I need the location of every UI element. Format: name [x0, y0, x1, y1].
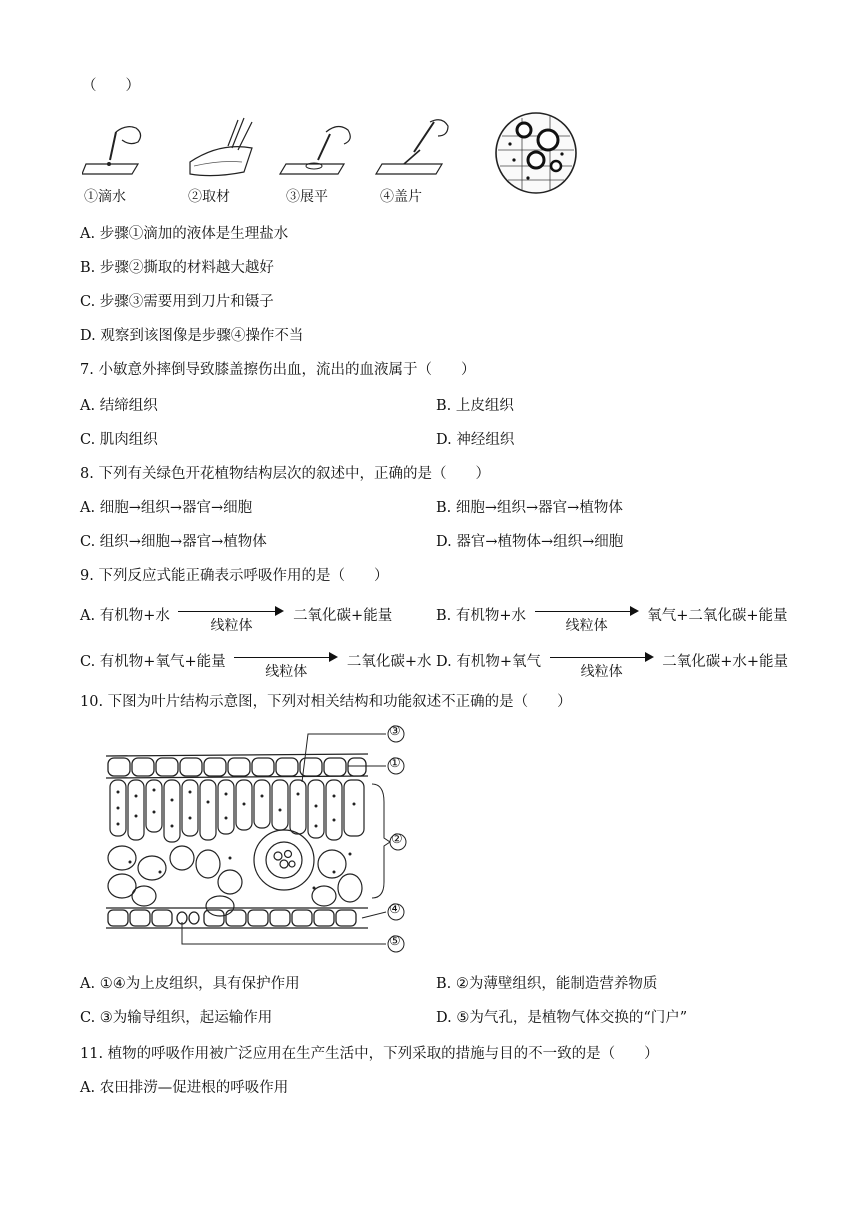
step2-label: ②取材 [188, 189, 230, 205]
diagram-label-3: ③ [389, 724, 401, 739]
q11-stem: 11. 植物的呼吸作用被广泛应用在生产生活中，下列采取的措施与目的不一致的是（ ） [80, 1046, 659, 1062]
step1-dropper-icon [82, 127, 141, 174]
q6-option-d: D. 观察到该图像是步骤④操作不当 [80, 328, 304, 344]
upper-epidermis [106, 754, 368, 778]
spongy-tissue [108, 846, 362, 916]
q7-option-a: A. 结缔组织 [80, 398, 158, 414]
reaction-arrow-icon [535, 611, 639, 634]
q7-option-d: D. 神经组织 [436, 432, 515, 448]
q9-c-condition: 线粒体 [265, 664, 308, 680]
q8-option-b: B. 细胞→组织→器官→植物体 [436, 500, 623, 516]
q7-option-c: C. 肌肉组织 [80, 432, 158, 448]
lower-epidermis [106, 908, 368, 928]
q9-option-c [80, 650, 432, 680]
q10-option-d: D. ⑤为气孔，是植物气体交换的“门户” [436, 1010, 688, 1026]
diagram-label-4: ④ [389, 902, 401, 917]
q7-option-b: B. 上皮组织 [436, 398, 514, 414]
q6-option-c: C. 步骤③需要用到刀片和镊子 [80, 294, 274, 310]
q6-option-b: B. 步骤②撕取的材料越大越好 [80, 260, 274, 276]
step3-spread-icon [280, 126, 350, 174]
q9-a-products: 二氧化碳+能量 [293, 608, 393, 624]
reaction-arrow-icon [550, 657, 654, 680]
q9-d-condition: 线粒体 [580, 664, 623, 680]
q9-b-reactants: B. 有机物+水 [436, 608, 527, 624]
q9-stem: 9. 下列反应式能正确表示呼吸作用的是（ ） [80, 568, 389, 584]
diagram-label-2: ② [391, 832, 403, 847]
q8-option-a: A. 细胞→组织→器官→细胞 [80, 500, 253, 516]
microscope-field-image [492, 110, 580, 196]
q9-d-reactants: D. 有机物+氧气 [436, 654, 541, 670]
q9-d-products: 二氧化碳+水+能量 [662, 654, 789, 670]
q9-a-condition: 线粒体 [210, 618, 253, 634]
q9-b-condition: 线粒体 [565, 618, 608, 634]
step3-label: ③展平 [286, 189, 328, 205]
leaf-structure-diagram [100, 722, 420, 954]
q9-b-products: 氧气+二氧化碳+能量 [647, 608, 788, 624]
vein-bundle [254, 830, 314, 890]
diagram-label-5: ⑤ [389, 934, 401, 949]
reaction-arrow-icon [178, 611, 284, 634]
answer-blank: （ ） [82, 78, 140, 94]
q6-option-a: A. 步骤①滴加的液体是生理盐水 [80, 226, 289, 242]
q10-option-c: C. ③为输导组织，起运输作用 [80, 1010, 273, 1026]
q9-option-a [80, 604, 393, 634]
q10-stem: 10. 下图为叶片结构示意图，下列对相关结构和功能叙述不正确的是（ ） [80, 694, 572, 710]
palisade-tissue [110, 780, 364, 842]
q7-stem: 7. 小敏意外摔倒导致膝盖擦伤出血，流出的血液属于（ ） [80, 362, 476, 378]
step1-label: ①滴水 [84, 189, 126, 205]
q8-option-c: C. 组织→细胞→器官→植物体 [80, 534, 267, 550]
q9-c-products: 二氧化碳+水 [346, 654, 432, 670]
reaction-arrow-icon [234, 657, 338, 680]
q8-stem: 8. 下列有关绿色开花植物结构层次的叙述中，正确的是（ ） [80, 466, 490, 482]
q10-option-b: B. ②为薄壁组织，能制造营养物质 [436, 976, 658, 992]
q9-c-reactants: C. 有机物+氧气+能量 [80, 654, 226, 670]
step4-label: ④盖片 [380, 189, 422, 205]
step4-coverslip-icon [376, 120, 448, 174]
q11-option-a: A. 农田排涝—促进根的呼吸作用 [80, 1080, 289, 1096]
q9-option-d [436, 650, 789, 680]
diagram-label-1: ① [389, 756, 401, 771]
q10-option-a: A. ①④为上皮组织，具有保护作用 [80, 976, 300, 992]
step2-tissue-icon [190, 118, 252, 176]
q9-option-b [436, 604, 788, 634]
q8-option-d: D. 器官→植物体→组织→细胞 [436, 534, 624, 550]
q9-a-reactants: A. 有机物+水 [80, 608, 170, 624]
